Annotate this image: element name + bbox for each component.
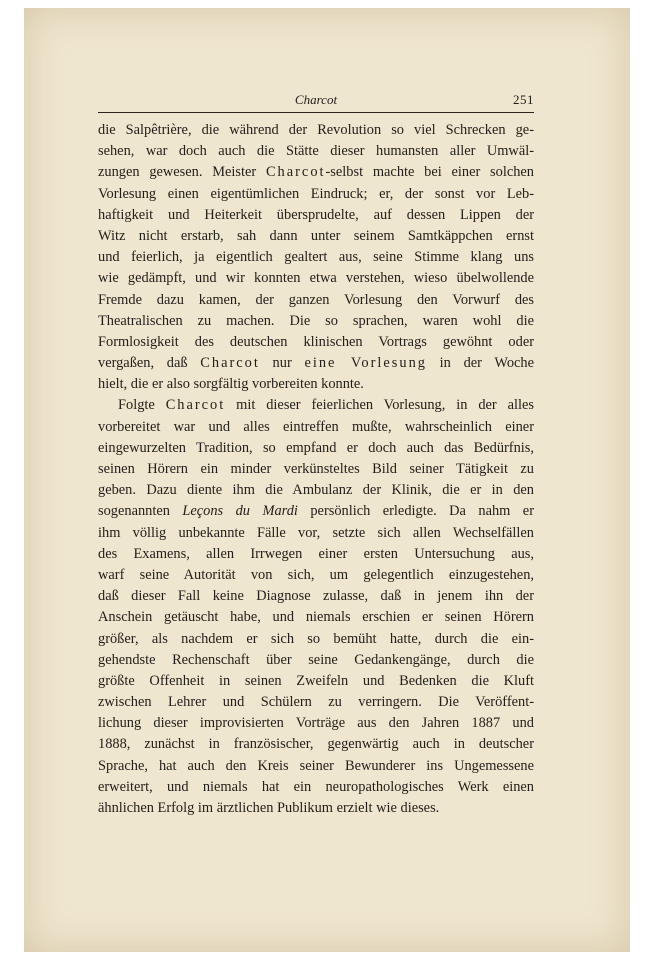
text-span: haftigkeit und Heiterkeit übersprudelte, auf dessen Lippen der — [98, 206, 534, 223]
text-span: -selbst machte bei einer solchen — [325, 164, 534, 181]
text-span: Fremde dazu kamen, der ganzen Vorlesung den Vorwurf des — [98, 291, 534, 308]
text-line — [98, 353, 534, 374]
text-line — [98, 226, 534, 247]
text-line — [98, 162, 534, 183]
text-span: Sprache, hat auch den Kreis seiner Bewunderer ins Ungemessene — [98, 757, 534, 774]
text-span: vergaßen, daß — [98, 355, 201, 372]
text-line — [98, 565, 534, 586]
spaced-name: Charcot — [200, 355, 260, 372]
text-span: wie gedämpft, und wir konnten etwa verstehen, wieso übelwollende — [98, 270, 534, 287]
spaced-emphasis: eine Vorlesung — [304, 355, 427, 372]
text-line — [98, 501, 534, 522]
running-title: Charcot — [294, 92, 338, 107]
text-span: gehendste Rechenschaft über seine Gedankengänge, durch die — [98, 651, 534, 668]
text-line — [98, 798, 534, 819]
text-span: Vorlesung einen eigentümlichen Eindruck; er, der sonst vor Leb- — [98, 185, 534, 202]
text-span: zungen gewesen. Meister — [98, 164, 266, 181]
text-span: eingewurzelten Tradition, so empfand er doch auch das Bedürfnis, — [98, 439, 534, 456]
text-span: die Salpêtrière, die während der Revolution so viel Schrecken ge- — [98, 122, 534, 138]
text-span: Anschein getäuscht habe, und niemals erschien er seinen Hörern — [98, 609, 534, 626]
text-line — [98, 629, 534, 650]
text-span: größer, als nachdem er sich so bemüht hatte, durch die ein- — [98, 630, 534, 647]
text-line — [98, 120, 534, 141]
page-number: 251 — [513, 92, 534, 107]
text-line — [98, 523, 534, 544]
body-text — [98, 120, 534, 819]
text-span: 1888, zunächst in französischer, gegenwärtig auch in deutscher — [98, 736, 534, 753]
page-header — [98, 92, 534, 113]
text-span: persönlich erledigte. Da nahm er — [297, 503, 534, 520]
text-line — [98, 311, 534, 332]
text-line — [98, 544, 534, 565]
text-line — [98, 692, 534, 713]
text-line — [98, 480, 534, 501]
text-line — [98, 417, 534, 438]
text-span: ähnlichen Erfolg im ärztlichen Publikum erzielt wie dieses. — [98, 800, 440, 816]
text-span: ihm völlig unbekannte Fälle vor, setzte sich allen Wechselfällen — [98, 524, 534, 541]
text-span: Theatralischen zu machen. Die so sprachen, waren wohl die — [98, 312, 534, 329]
text-span: erweitert, und niemals hat ein neuropathologisches Werk einen — [98, 778, 534, 795]
text-span: daß dieser Fall keine Diagnose zulasse, daß in jenem ihn der — [98, 588, 534, 605]
text-span: sehen, war doch auch die Stätte dieser humansten aller Umwäl- — [98, 143, 534, 160]
text-span: zwischen Lehrer und Schülern zu verringern. Die Veröffent- — [98, 694, 534, 711]
text-line — [98, 438, 534, 459]
text-line — [98, 141, 534, 162]
text-span: und feierlich, ja eigentlich gealtert aus, seine Stimme klang uns — [98, 249, 534, 266]
text-line — [98, 332, 534, 353]
text-span: Folgte — [118, 397, 166, 414]
text-span: seinen Hörern ein minder verkünsteltes Bild seiner Tätigkeit zu — [98, 461, 534, 477]
text-line — [98, 650, 534, 671]
text-span: geben. Dazu diente ihm die Ambulanz der Klinik, die er in den — [98, 482, 534, 499]
text-span: Witz nicht erstarb, sah dann unter seinem Samtkäppchen ernst — [98, 227, 534, 244]
italic-title: Leçons du Mardi — [182, 503, 298, 520]
text-line — [98, 247, 534, 268]
text-span: sogenannten — [98, 503, 183, 520]
text-line — [98, 607, 534, 628]
text-span: in der Woche — [426, 355, 534, 372]
text-span: des Examens, allen Irrwegen einer ersten Untersuchung aus, — [98, 545, 534, 562]
text-line — [98, 713, 534, 734]
text-line — [98, 756, 534, 777]
text-span: mit dieser feierlichen Vorlesung, in der alles — [225, 397, 534, 414]
text-line — [98, 671, 534, 692]
text-line — [98, 374, 534, 395]
text-span: hielt, die er also sorgfältig vorbereiten konnte. — [98, 376, 364, 393]
text-line — [98, 586, 534, 607]
text-line — [98, 395, 534, 416]
spaced-name: Charcot — [165, 397, 226, 414]
text-span: nur — [259, 355, 305, 372]
text-span: warf seine Autorität von sich, um gelegentlich einzugestehen, — [98, 566, 534, 583]
text-line — [98, 205, 534, 226]
text-line — [98, 459, 534, 480]
text-line — [98, 268, 534, 289]
text-line — [98, 184, 534, 205]
text-span: Formlosigkeit des deutschen klinischen Vortrags gewöhnt oder — [98, 333, 534, 350]
text-line — [98, 777, 534, 798]
text-span: vorbereitet war und alles eintreffen mußte, wahrscheinlich einer — [98, 418, 534, 435]
text-span: größte Offenheit in seinen Zweifeln und Bedenken die Kluft — [98, 672, 534, 689]
text-line — [98, 290, 534, 311]
text-span: lichung dieser improvisierten Vorträge aus den Jahren 1887 und — [98, 715, 534, 732]
spaced-name: Charcot — [265, 164, 326, 181]
text-line — [98, 734, 534, 755]
